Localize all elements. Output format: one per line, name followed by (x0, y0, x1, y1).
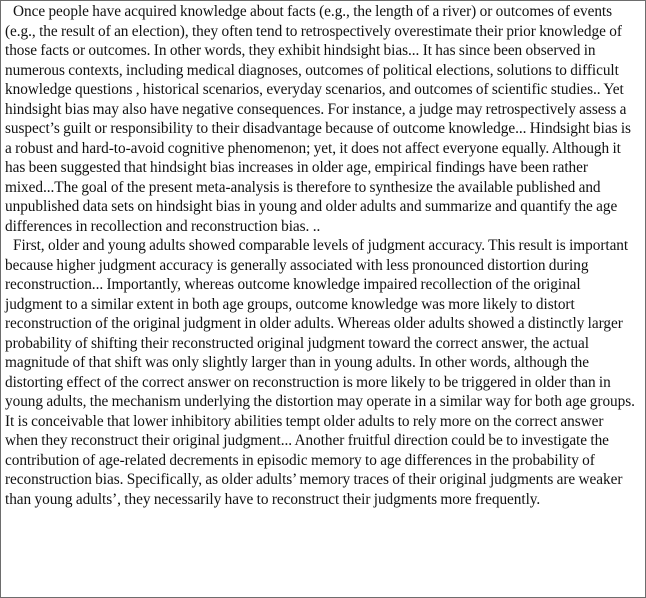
paragraph-age-differences-findings: First, older and young adults showed comparable levels of judgment accuracy. This result is important because higher judgment accuracy is generally associated with less pronounced distortion during reconstruction... Importantly, whereas outcome knowledge impaired recollection of the original judgment to a similar extent in both age groups, outcome knowledge was more likely to distort reconstruction of the original judgment in older adults. Whereas older adults showed a distinctly larger probability of shifting their reconstructed original judgment toward the correct answer, the actual magnitude of that shift was only slightly larger than in young adults. In other words, although the distorting effect of the correct answer on reconstruction is more likely to be triggered in older than in young adults, the mechanism underlying the distortion may operate in a similar way for both age groups. It is conceivable that lower inhibitory abilities tempt older adults to rely more on the correct answer when they reconstruct their original judgment... Another fruitful direction could be to investigate the contribution of age-related decrements in episodic memory to age differences in the probability of reconstruction bias. Specifically, as older adults’ memory traces of their original judgments are weaker than young adults’, they necessarily have to reconstruct their judgments more frequently. (5, 237, 635, 508)
paragraph-hindsight-bias-intro: Once people have acquired knowledge about facts (e.g., the length of a river) or outcomes of events (e.g., the result of an election), they often tend to retrospectively overestimate their prior knowledge of those facts or outcomes. In other words, they exhibit hindsight bias... It has since been observed in numerous contexts, including medical diagnoses, outcomes of political elections, solutions to difficult knowledge questions , historical scenarios, everyday scenarios, and outcomes of scientific studies.. Yet hindsight bias may also have negative consequences. For instance, a judge may retrospectively assess a suspect’s guilt or responsibility to their disadvantage because of outcome knowledge... Hindsight bias is a robust and hard-to-avoid cognitive phenomenon; yet, it does not affect everyone equally. Although it has been suggested that hindsight bias increases in older age, empirical findings have been rather mixed...The goal of the present meta-analysis is therefore to synthesize the available published and unpublished data sets on hindsight bias in young and older adults and summarize and quantify the age differences in recollection and reconstruction bias. .. (5, 3, 631, 235)
